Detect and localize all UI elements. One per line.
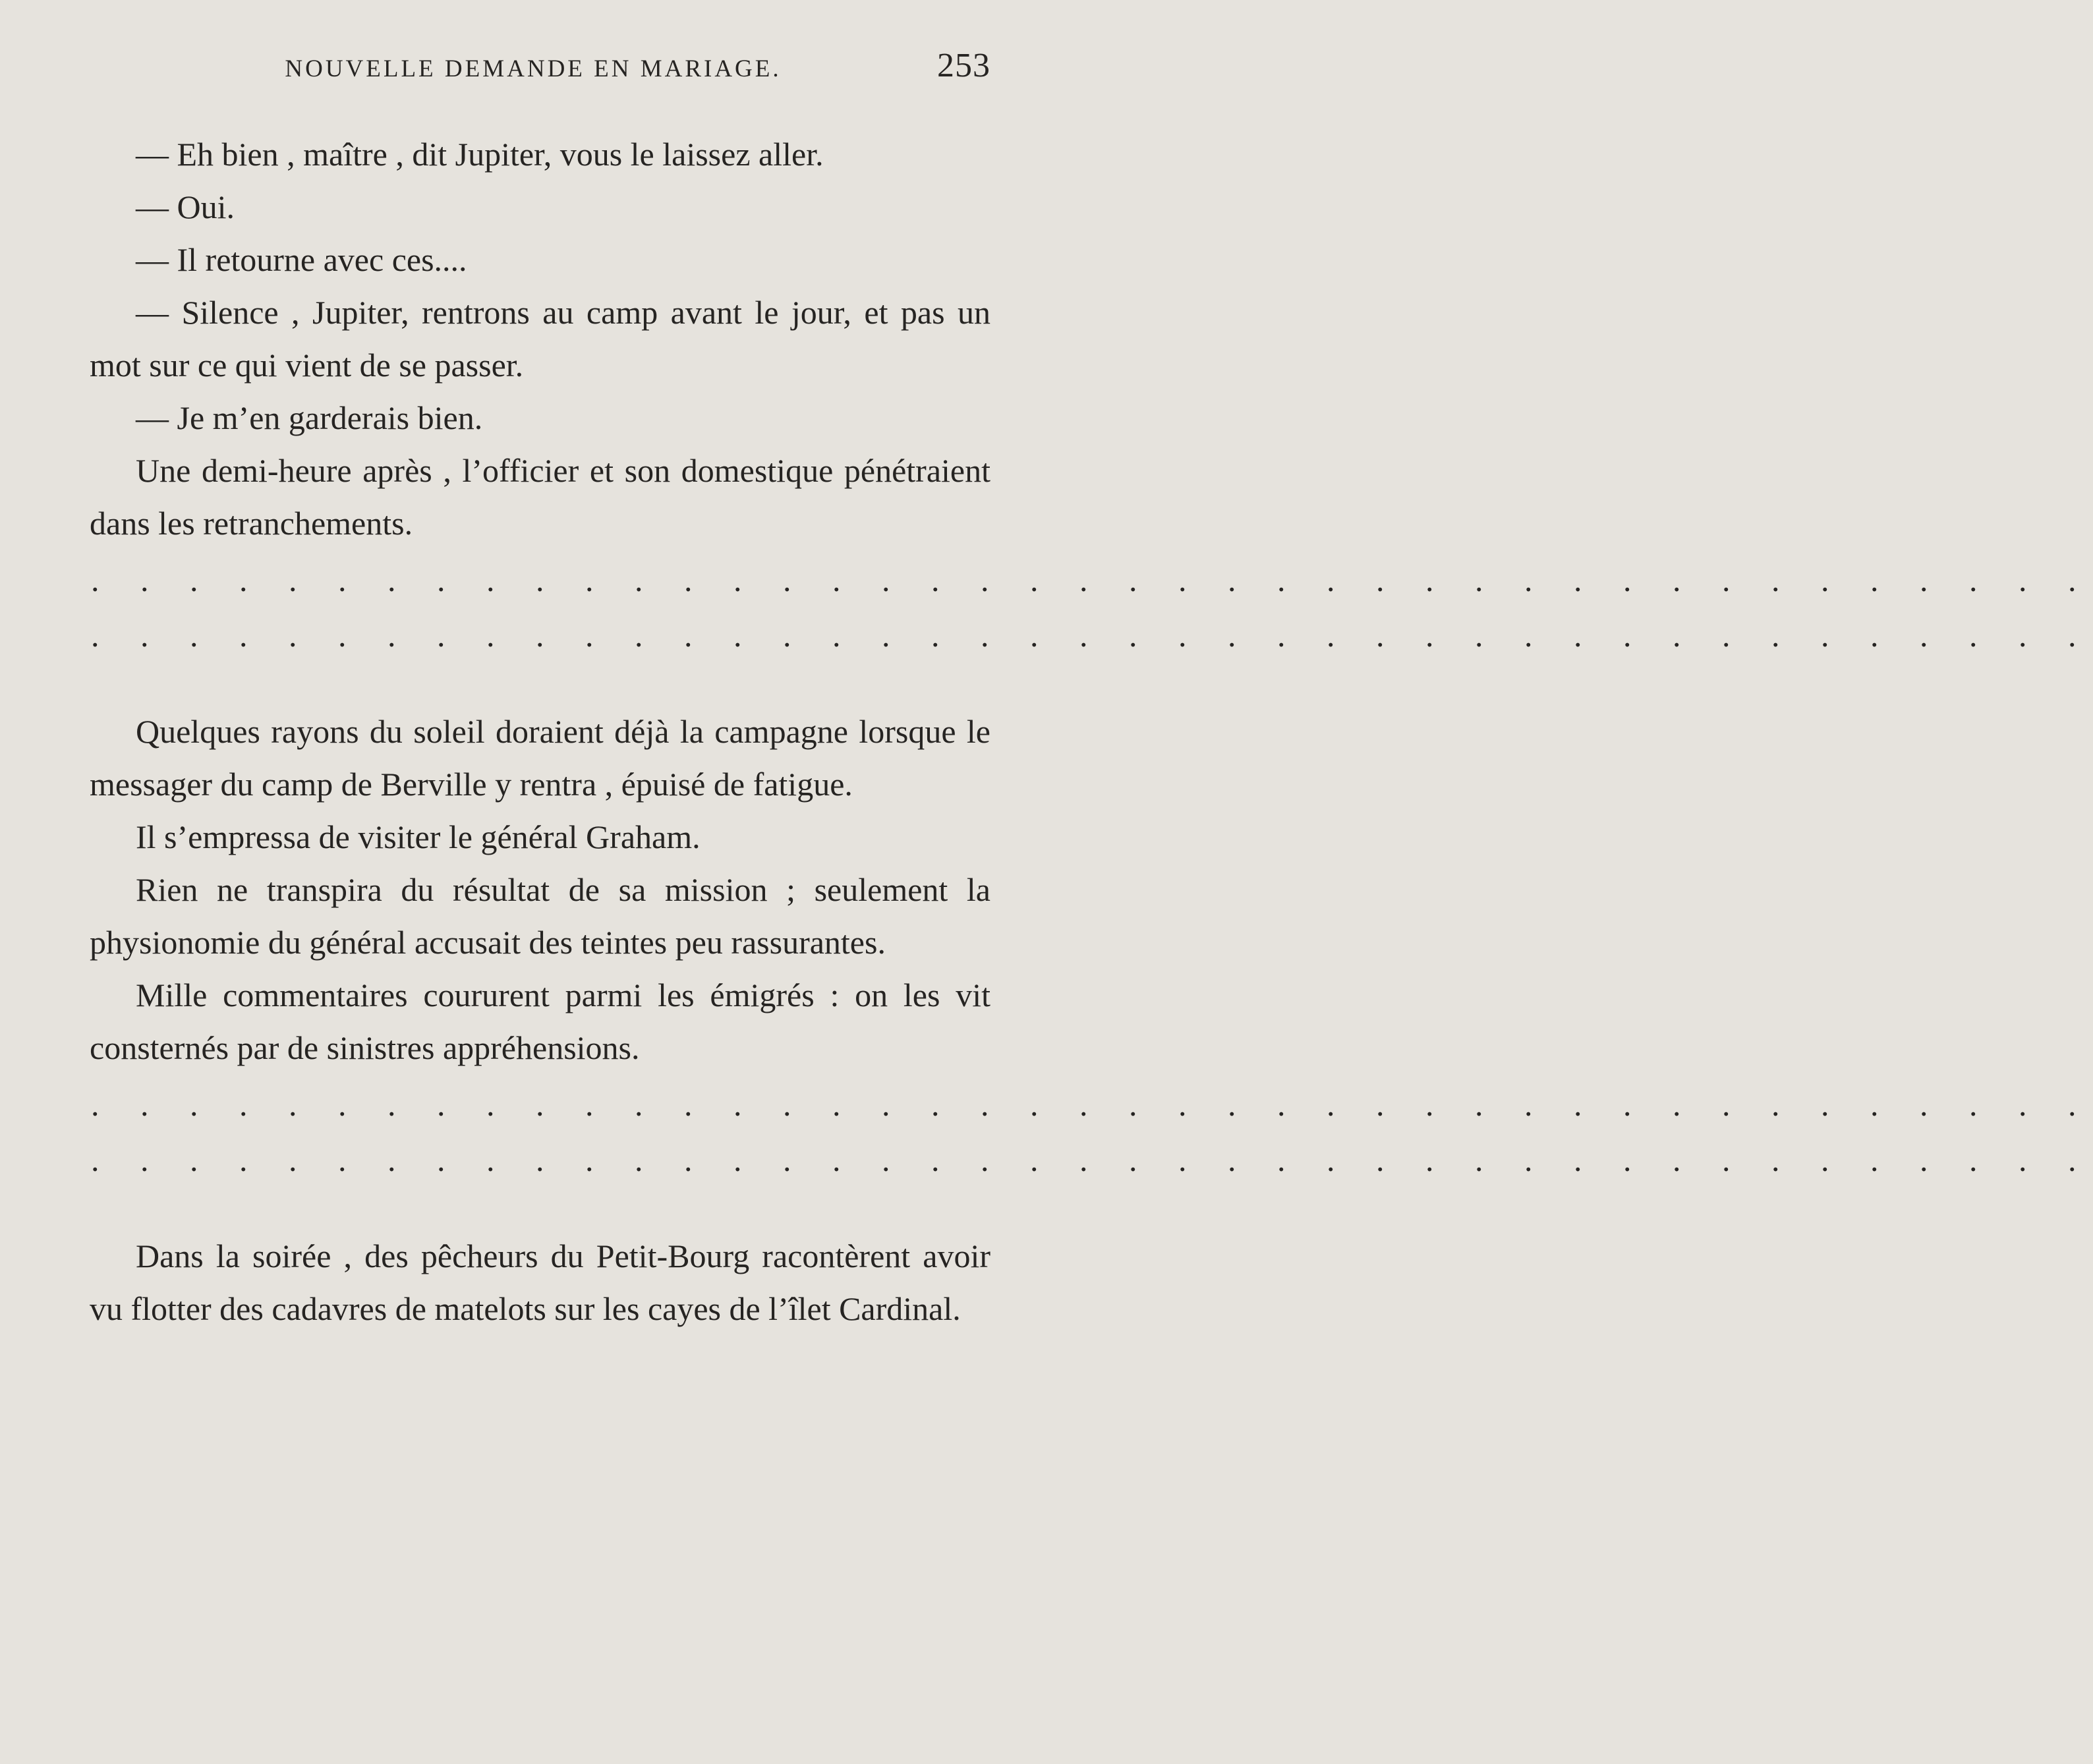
- paragraph: Une demi-heure après , l’officier et son domestique pénétraient dans les retranchements.: [90, 452, 990, 542]
- paragraph: — Silence , Jupiter, rentrons au camp avant le jour, et pas un mot sur ce qui vient de se passer.: [90, 294, 990, 384]
- paragraph: Il s’empressa de visiter le général Graham.: [136, 818, 701, 855]
- paragraph: Rien ne transpira du résultat de sa mission ; seulement la physionomie du général accusait des teintes peu rassurantes.: [90, 871, 990, 961]
- page-body: [90, 128, 2093, 1335]
- dotted-separator: . . . . . . . . . . . . . . . . . . . . . . . . . . . . . . . . . . . . . . . . .: [91, 617, 2093, 654]
- paragraph: — Oui.: [136, 188, 235, 225]
- paragraph: Mille commentaires coururent parmi les émigrés : on les vit consternés par de sinistres appréhensions.: [90, 977, 990, 1066]
- paragraph: — Je m’en garderais bien.: [136, 399, 483, 436]
- paragraph: — Eh bien , maître , dit Jupiter, vous le laissez aller.: [136, 136, 824, 173]
- running-header: [90, 46, 990, 87]
- paragraph: Quelques rayons du soleil doraient déjà la campagne lorsque le messager du camp de Berville y rentra , épuisé de fatigue.: [90, 713, 990, 803]
- paragraph: Dans la soirée , des pêcheurs du Petit-Bourg racontèrent avoir vu flotter des cadavres de matelots sur les cayes de l’îlet Cardinal.: [90, 1238, 990, 1327]
- page-number: 253: [937, 47, 990, 84]
- dotted-separator: . . . . . . . . . . . . . . . . . . . . . . . . . . . . . . . . . . . . . . . . .: [91, 1086, 2093, 1123]
- dotted-separator: . . . . . . . . . . . . . . . . . . . . . . . . . . . . . . . . . . . . . . . . .: [91, 561, 2093, 598]
- paragraph: — Il retourne avec ces....: [136, 241, 467, 278]
- dotted-separator: . . . . . . . . . . . . . . . . . . . . . . . . . . . . . . . . . . . . . . . . .: [91, 1141, 2093, 1178]
- running-title: NOUVELLE DEMANDE EN MARIAGE.: [285, 55, 782, 82]
